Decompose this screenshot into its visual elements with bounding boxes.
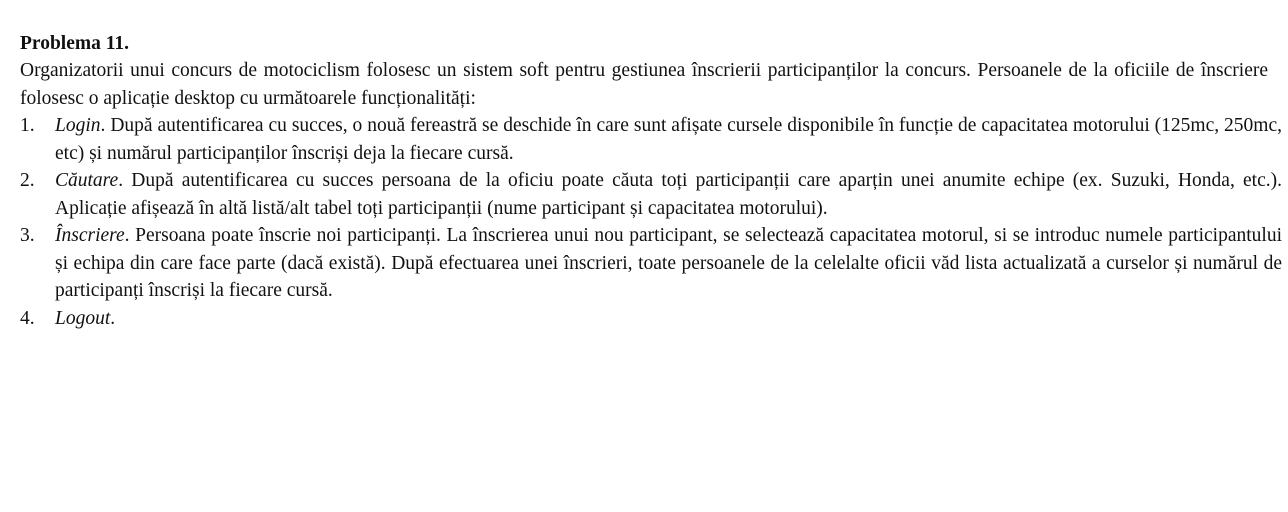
- list-item-login: [20, 112, 1282, 167]
- list-item-text: . După autentificarea cu succes persoana de la oficiu poate căuta toți participanții care aparțin unei anumite echipe (ex. Suzuki, Honda, etc.). Aplicație afișează în altă listă/alt tabel toți participanții (nume participant și capacitatea motorului).: [55, 170, 1282, 219]
- list-item-text: . După autentificarea cu succes, o nouă fereastră se deschide în care sunt afișate cursele disponibile în funcție de capacitatea motorului (125mc, 250mc, etc) și numărul participanților înscriși deja la fiecare cursă.: [55, 115, 1282, 164]
- list-item-term: Căutare: [55, 170, 119, 191]
- requirements-list: [20, 112, 1282, 332]
- list-item-logout: [20, 305, 1282, 333]
- list-item-number: 3.: [20, 225, 35, 246]
- list-item-register: [20, 222, 1282, 305]
- list-item-term: Login: [55, 115, 101, 136]
- list-item-search: [20, 167, 1282, 222]
- list-item-term: Înscriere: [55, 225, 125, 246]
- list-item-number: 4.: [20, 307, 35, 329]
- problem-intro: Organizatorii unui concurs de motociclism folosesc un sistem soft pentru gestiunea înscrierii participanților la concurs. Persoanele de la oficiile de înscriere folosesc o aplicație desktop cu următoarele funcționalități:: [20, 60, 1268, 109]
- list-item-number: 1.: [20, 115, 35, 136]
- list-item-text: . Persoana poate înscrie noi participanți. La înscrierea unui nou participant, se selectează capacitatea motorul, si se introduc numele participantului și echipa din care face parte (dacă există). După efectuarea unei înscrieri, toate persoanele de la celelalte oficii văd lista actualizată a curselor și numărul de participanți înscriși la fiecare cursă.: [55, 225, 1282, 301]
- list-item-number: 2.: [20, 170, 35, 191]
- list-item-text: .: [110, 307, 116, 329]
- list-item-term: Logout: [55, 307, 111, 329]
- problem-title: Problema 11.: [20, 33, 130, 54]
